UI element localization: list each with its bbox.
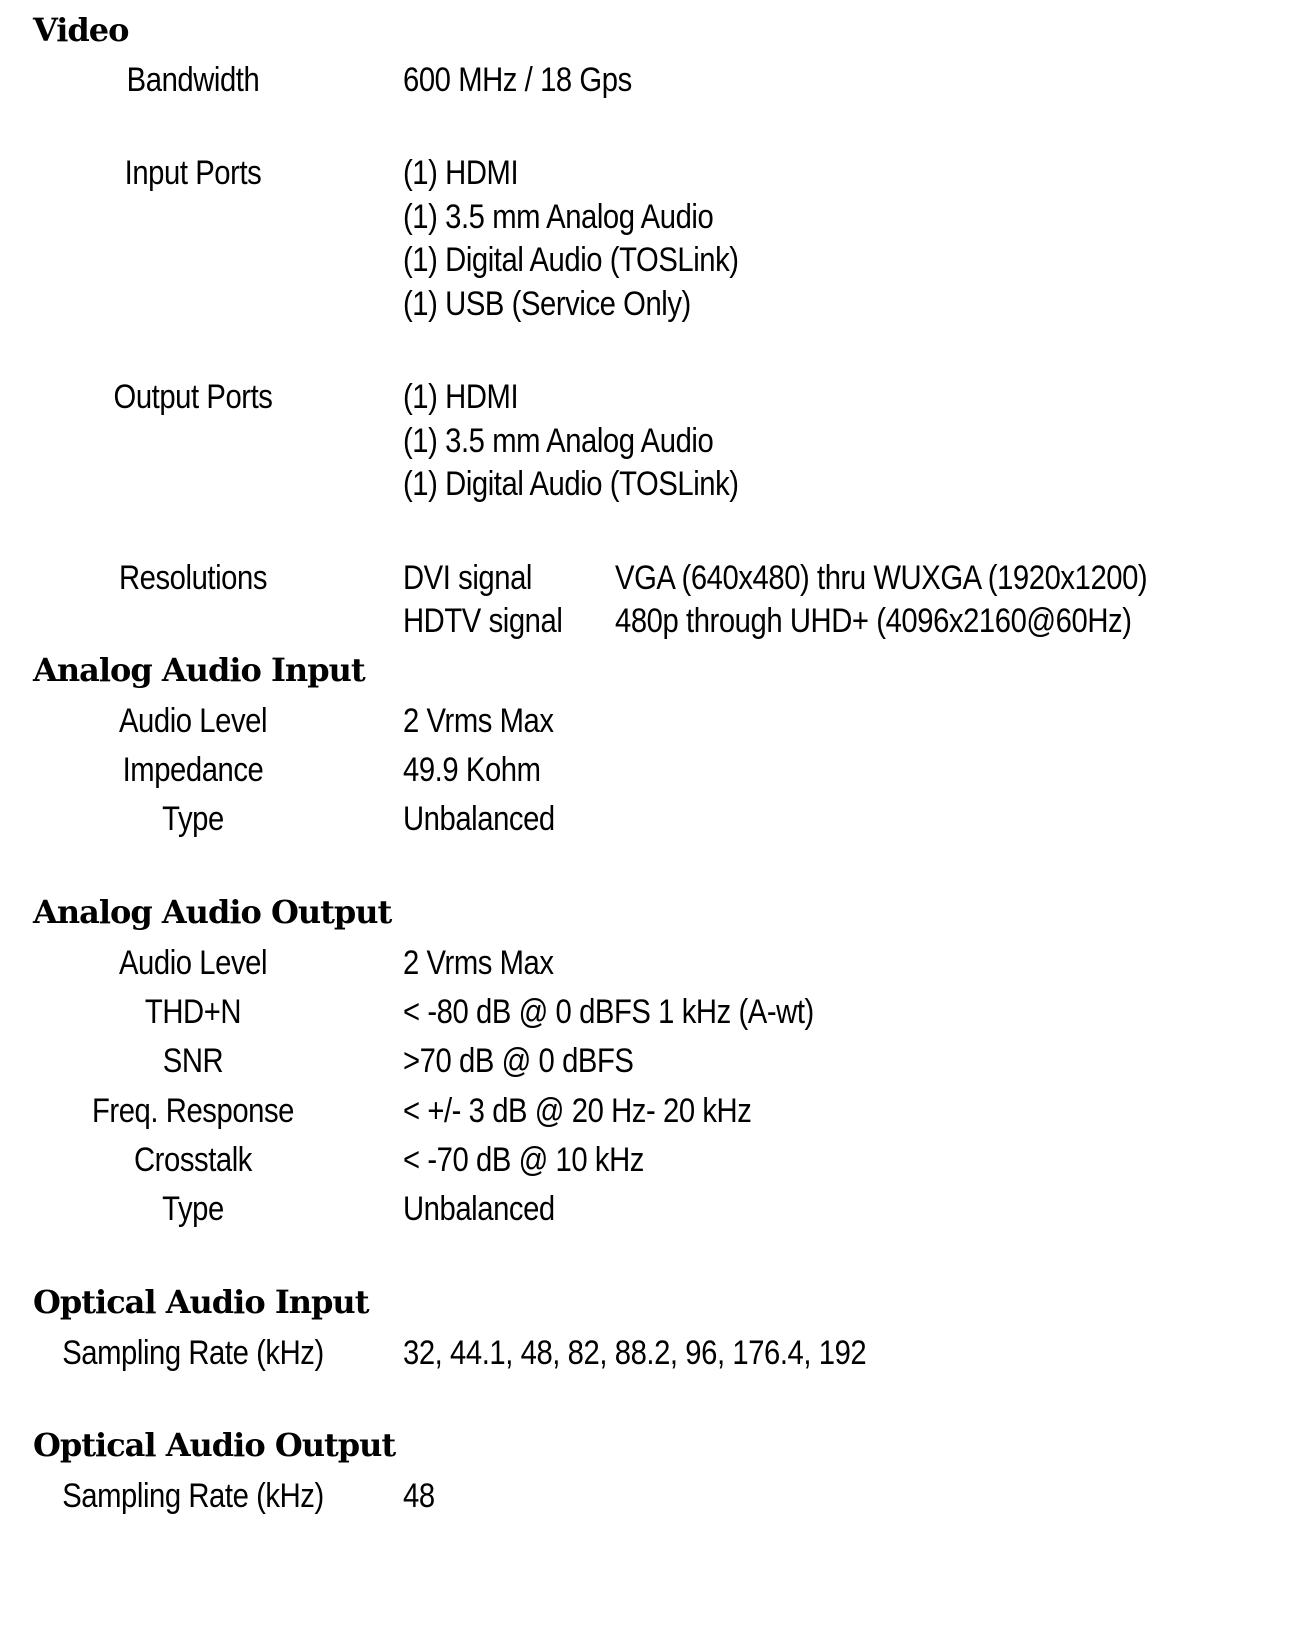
spec-label-input-ports: Input Ports — [124, 154, 262, 192]
spec-value: 48 — [403, 1477, 435, 1515]
spec-value: 2 Vrms Max — [403, 944, 554, 982]
spec-label-resolutions: Resolutions — [118, 559, 268, 597]
section-heading-video: Video — [33, 11, 129, 49]
spec-label-output-ports: Output Ports — [113, 378, 273, 416]
spec-label: Sampling Rate (kHz) — [62, 1477, 324, 1515]
spec-label: Sampling Rate (kHz) — [62, 1334, 324, 1372]
spec-label: Impedance — [122, 751, 264, 789]
spec-value-output-port: (1) Digital Audio (TOSLink) — [403, 465, 739, 503]
spec-value: < -70 dB @ 10 kHz — [403, 1141, 644, 1179]
section-heading-optical-audio-input: Optical Audio Input — [33, 1283, 369, 1321]
spec-value-signal-type: DVI signal — [403, 559, 532, 597]
spec-label: Crosstalk — [133, 1141, 252, 1179]
spec-value-signal-type: HDTV signal — [403, 602, 563, 640]
spec-value-resolution-range: 480p through UHD+ (4096x2160@60Hz) — [615, 602, 1132, 640]
spec-value-bandwidth: 600 MHz / 18 Gps — [403, 61, 632, 99]
spec-label-bandwidth: Bandwidth — [126, 61, 260, 99]
spec-label: Audio Level — [118, 702, 268, 740]
spec-value-output-port: (1) HDMI — [403, 378, 519, 416]
spec-label: Freq. Response — [91, 1092, 295, 1130]
spec-value-output-port: (1) 3.5 mm Analog Audio — [403, 422, 714, 460]
spec-label: SNR — [162, 1042, 224, 1080]
spec-value: 2 Vrms Max — [403, 702, 554, 740]
spec-value: Unbalanced — [403, 1190, 555, 1228]
spec-value: < -80 dB @ 0 dBFS 1 kHz (A-wt) — [403, 993, 814, 1031]
spec-value: >70 dB @ 0 dBFS — [403, 1042, 634, 1080]
section-heading-analog-audio-output: Analog Audio Output — [33, 893, 392, 931]
spec-value-resolution-range: VGA (640x480) thru WUXGA (1920x1200) — [615, 559, 1148, 597]
spec-value-input-port: (1) USB (Service Only) — [403, 285, 691, 323]
spec-label: THD+N — [144, 993, 242, 1031]
spec-value-input-port: (1) HDMI — [403, 154, 519, 192]
spec-label: Type — [162, 800, 224, 838]
spec-value-input-port: (1) 3.5 mm Analog Audio — [403, 198, 714, 236]
section-heading-optical-audio-output: Optical Audio Output — [33, 1426, 396, 1464]
spec-label: Type — [162, 1190, 224, 1228]
spec-value-input-port: (1) Digital Audio (TOSLink) — [403, 241, 739, 279]
spec-label: Audio Level — [118, 944, 268, 982]
spec-value: 49.9 Kohm — [403, 751, 541, 789]
spec-value: 32, 44.1, 48, 82, 88.2, 96, 176.4, 192 — [403, 1334, 867, 1372]
spec-value: < +/- 3 dB @ 20 Hz- 20 kHz — [403, 1092, 752, 1130]
spec-value: Unbalanced — [403, 800, 555, 838]
section-heading-analog-audio-input: Analog Audio Input — [33, 651, 365, 689]
